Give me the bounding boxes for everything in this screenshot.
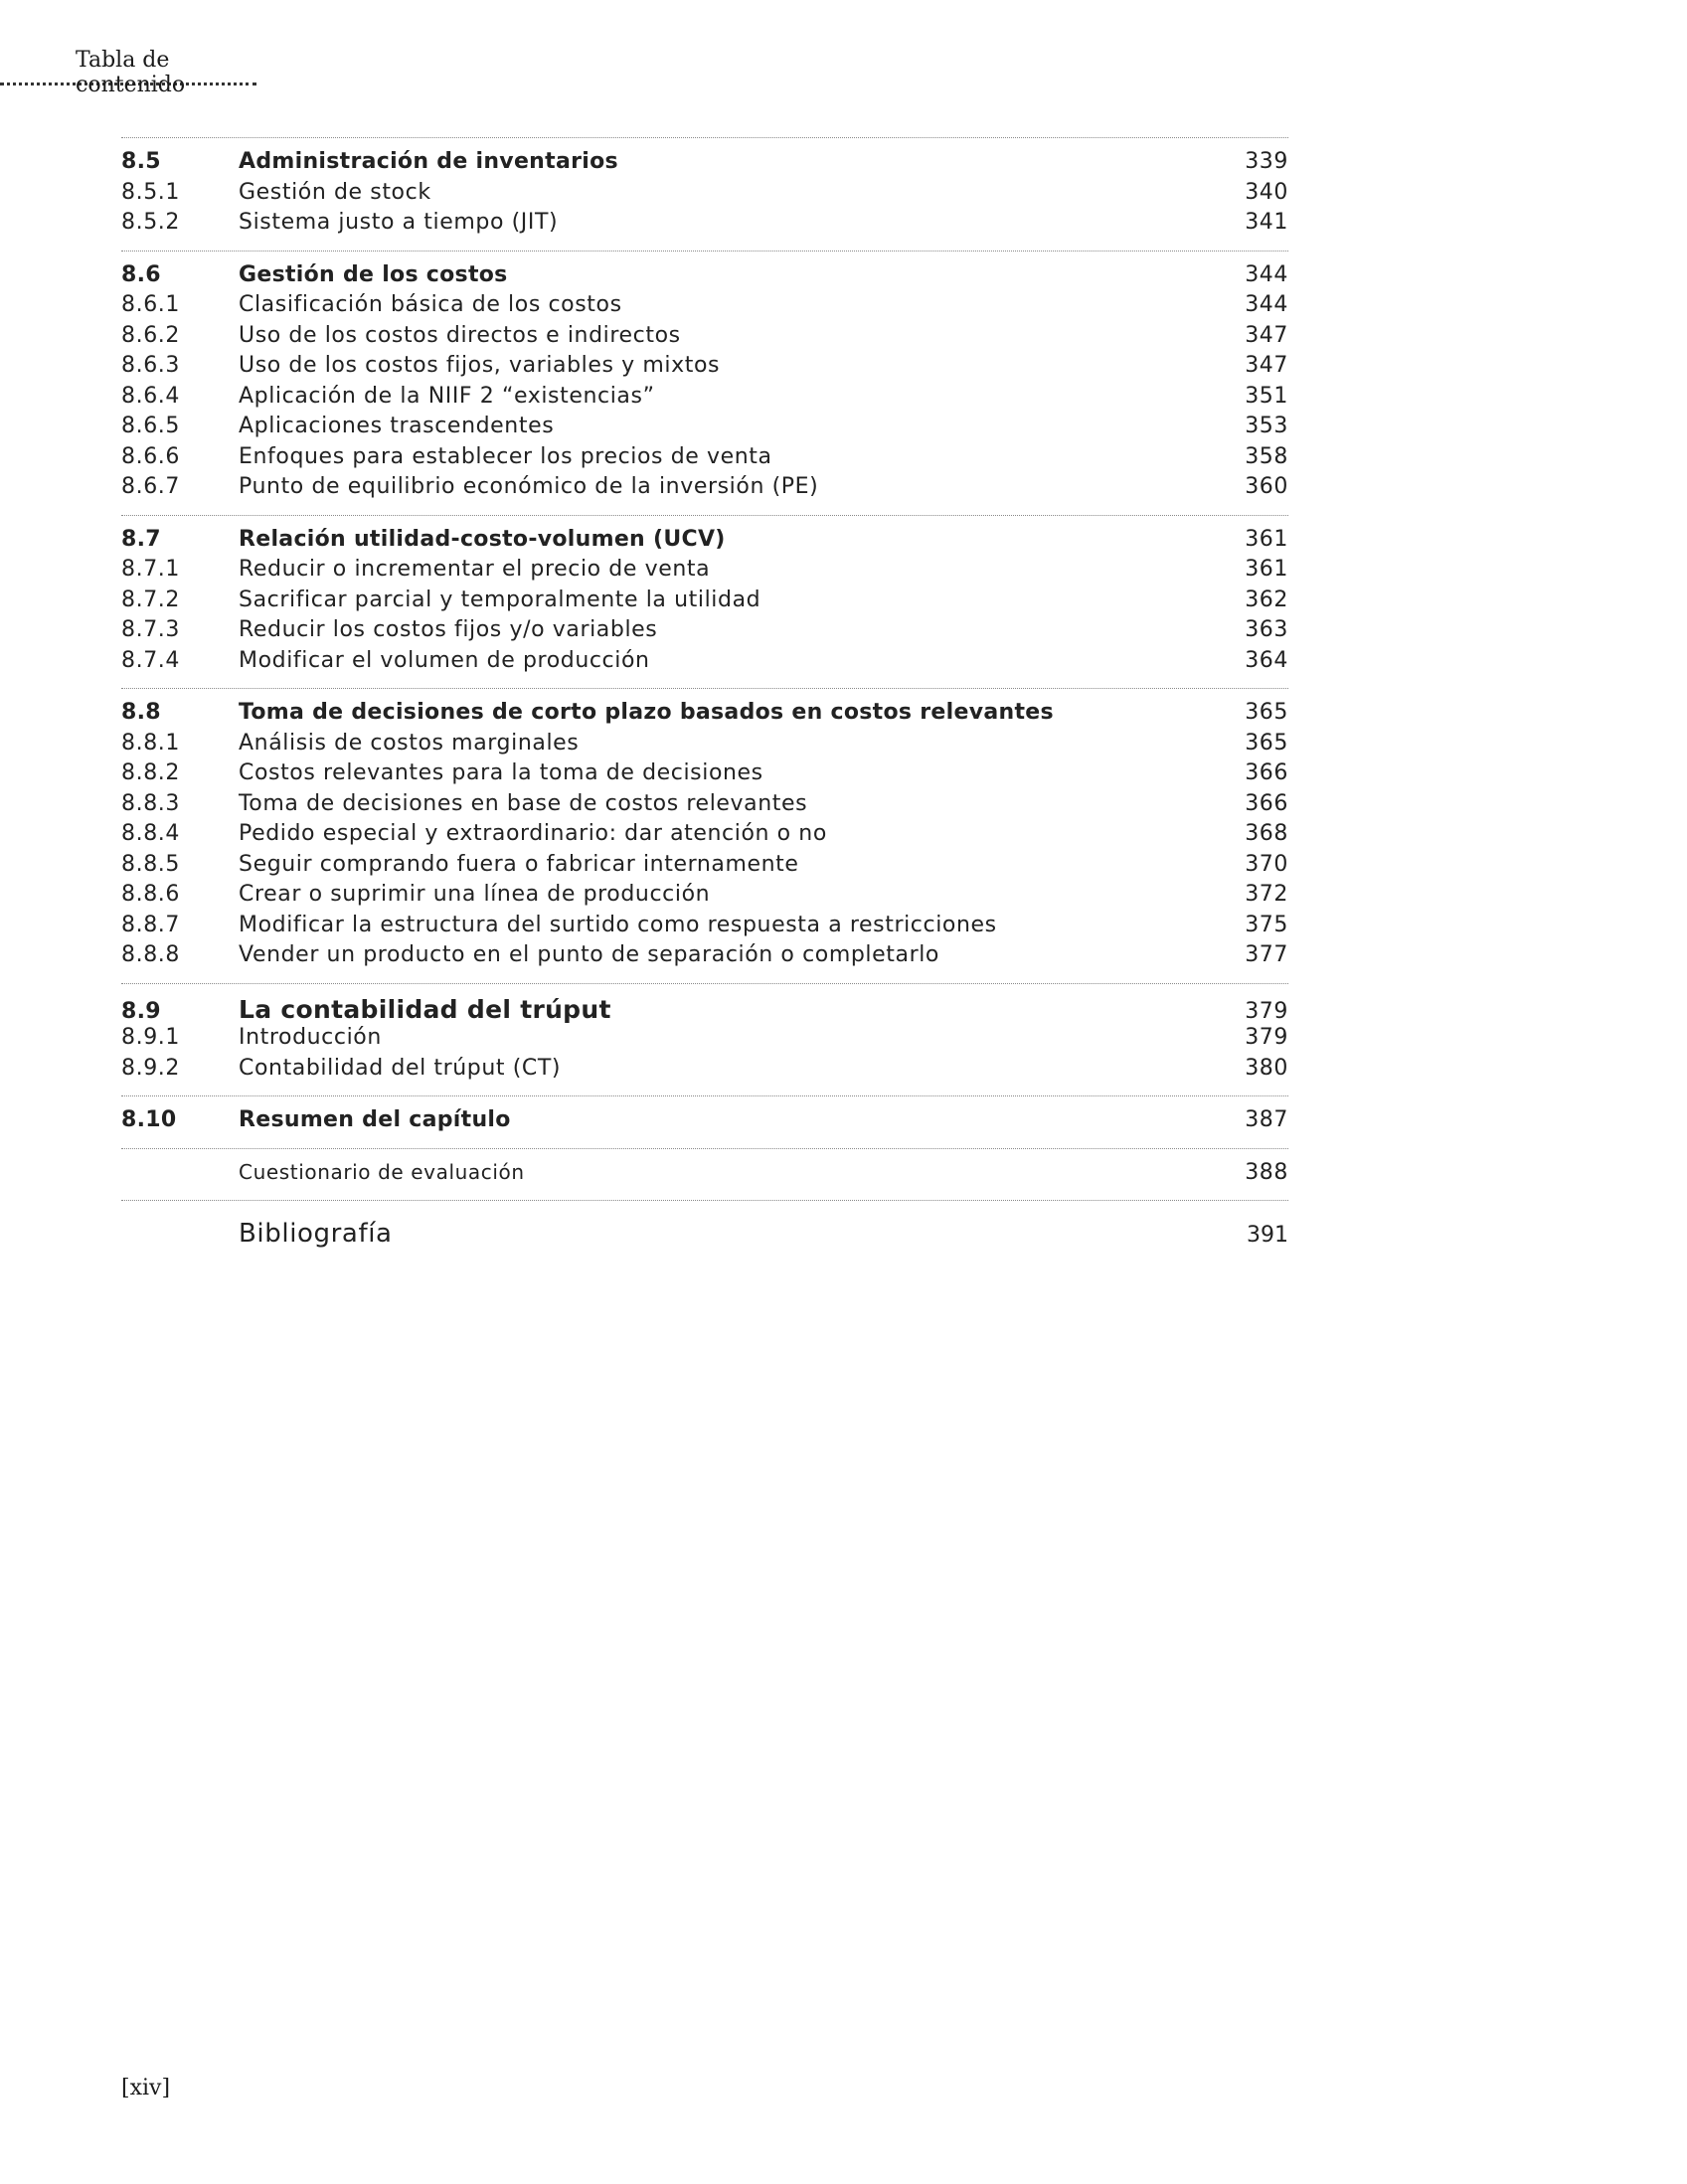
toc-entry-number: 8.8.5 bbox=[121, 851, 180, 877]
toc-entry-page: 341 bbox=[1245, 210, 1288, 235]
toc-entry-page: 372 bbox=[1245, 882, 1288, 907]
toc-entry-title: Administración de inventarios bbox=[239, 149, 618, 174]
toc-entry-number: 8.8 bbox=[121, 700, 161, 725]
toc-entry-number: 8.10 bbox=[121, 1107, 177, 1132]
toc-entry-page: 358 bbox=[1245, 443, 1288, 469]
toc-entry-bibliography[interactable] bbox=[121, 1219, 1288, 1249]
toc-entry-title: Pedido especial y extraordinario: dar atención o no bbox=[239, 821, 827, 846]
toc-entry-title: Vender un producto en el punto de separación o completarlo bbox=[239, 942, 939, 967]
toc-entry-number: 8.7.4 bbox=[121, 647, 180, 673]
toc-entry-title: Aplicación de la NIIF 2 “existencias” bbox=[239, 383, 655, 409]
toc-entry[interactable] bbox=[121, 557, 1288, 588]
toc-entry[interactable] bbox=[121, 913, 1288, 943]
toc-entry-title: Toma de decisiones en base de costos relevantes bbox=[239, 790, 808, 816]
toc-entry[interactable] bbox=[121, 262, 1288, 293]
toc-entry-title: Gestión de stock bbox=[239, 179, 431, 205]
toc-entry-number: 8.6.1 bbox=[121, 292, 180, 317]
toc-entry-number: 8.5 bbox=[121, 149, 161, 174]
toc-entry-title: Clasificación básica de los costos bbox=[239, 292, 622, 317]
toc-entry-page: 360 bbox=[1245, 474, 1288, 499]
toc-entry-page: 388 bbox=[1245, 1159, 1288, 1185]
toc-section bbox=[121, 983, 1288, 1096]
toc-entry-title: La contabilidad del trúput bbox=[239, 994, 611, 1024]
toc-entry[interactable] bbox=[121, 1107, 1288, 1138]
toc-entry-number: 8.8.7 bbox=[121, 912, 180, 937]
toc-entry-page: 363 bbox=[1245, 617, 1288, 642]
toc-entry-page: 379 bbox=[1245, 998, 1288, 1024]
toc-entry-number: 8.5.2 bbox=[121, 210, 180, 235]
toc-entry-number: 8.8.4 bbox=[121, 821, 180, 846]
toc-entry-title: Sistema justo a tiempo (JIT) bbox=[239, 210, 559, 235]
toc-entry-title: Uso de los costos fijos, variables y mixtos bbox=[239, 353, 721, 378]
toc-section bbox=[121, 688, 1288, 983]
toc-section bbox=[121, 137, 1288, 251]
toc-entry-page: 347 bbox=[1245, 322, 1288, 348]
toc-entry-page: 365 bbox=[1245, 700, 1288, 725]
toc-entry[interactable] bbox=[121, 1025, 1288, 1056]
toc-section bbox=[121, 1148, 1288, 1202]
toc-entry-title: Modificar el volumen de producción bbox=[239, 647, 650, 673]
toc-entry-number: 8.7.1 bbox=[121, 557, 180, 582]
toc-entry[interactable] bbox=[121, 1056, 1288, 1087]
toc-entry-number: 8.6 bbox=[121, 261, 161, 287]
toc-entry[interactable] bbox=[121, 292, 1288, 323]
toc-entry[interactable] bbox=[121, 384, 1288, 415]
toc-entry-page: 365 bbox=[1245, 730, 1288, 756]
toc-entry[interactable] bbox=[121, 444, 1288, 475]
toc-entry-number: 8.7 bbox=[121, 526, 161, 552]
toc-section bbox=[121, 251, 1288, 515]
toc-entry-number: 8.9.1 bbox=[121, 1025, 180, 1050]
toc-entry-page: 351 bbox=[1245, 383, 1288, 409]
toc-entry-page: 377 bbox=[1245, 942, 1288, 967]
toc-entry-number: 8.8.1 bbox=[121, 730, 180, 756]
toc-entry-page: 391 bbox=[1247, 1223, 1288, 1248]
toc-entry-page: 362 bbox=[1245, 587, 1288, 612]
toc-entry[interactable] bbox=[121, 942, 1288, 973]
toc-entry-number: 8.8.8 bbox=[121, 942, 180, 967]
toc-entry-number: 8.6.3 bbox=[121, 353, 180, 378]
toc-entry-number: 8.8.6 bbox=[121, 882, 180, 907]
toc-entry-title: Relación utilidad-costo-volumen (UCV) bbox=[239, 526, 726, 552]
toc-entry[interactable] bbox=[121, 588, 1288, 618]
toc-entry-number: 8.6.4 bbox=[121, 383, 180, 409]
table-of-contents bbox=[121, 137, 1288, 1201]
toc-entry-title: Bibliografía bbox=[239, 1219, 393, 1249]
toc-entry-page: 361 bbox=[1245, 526, 1288, 552]
toc-entry-title: Costos relevantes para la toma de decisiones bbox=[239, 760, 763, 785]
toc-entry-title: Enfoques para establecer los precios de venta bbox=[239, 443, 772, 469]
toc-entry-title: Crear o suprimir una línea de producción bbox=[239, 882, 711, 907]
toc-entry[interactable] bbox=[121, 882, 1288, 913]
toc-entry[interactable] bbox=[121, 995, 1288, 1026]
toc-entry-number: 8.8.3 bbox=[121, 790, 180, 816]
toc-entry-title: Análisis de costos marginales bbox=[239, 730, 580, 756]
toc-entry[interactable] bbox=[121, 648, 1288, 679]
toc-entry-number: 8.6.6 bbox=[121, 443, 180, 469]
running-head-text: Tabla de contenido bbox=[76, 48, 186, 97]
toc-entry-number: 8.6.2 bbox=[121, 322, 180, 348]
toc-entry[interactable] bbox=[121, 821, 1288, 852]
toc-entry[interactable] bbox=[121, 414, 1288, 444]
toc-entry-page: 370 bbox=[1245, 851, 1288, 877]
toc-section bbox=[121, 1095, 1288, 1148]
toc-entry[interactable] bbox=[121, 852, 1288, 883]
toc-entry-page: 387 bbox=[1245, 1107, 1288, 1132]
toc-entry[interactable] bbox=[121, 527, 1288, 558]
toc-entry-page: 366 bbox=[1245, 790, 1288, 816]
toc-entry-number: 8.6.5 bbox=[121, 414, 180, 438]
toc-entry-title: Introducción bbox=[239, 1025, 382, 1050]
toc-entry-number: 8.8.2 bbox=[121, 760, 180, 785]
toc-entry-title: Uso de los costos directos e indirectos bbox=[239, 322, 681, 348]
toc-entry[interactable] bbox=[121, 210, 1288, 241]
toc-entry-page: 344 bbox=[1245, 292, 1288, 317]
toc-entry-title: Sacrificar parcial y temporalmente la utilidad bbox=[239, 587, 761, 612]
toc-entry-title: Modificar la estructura del surtido como respuesta a restricciones bbox=[239, 912, 997, 937]
toc-entry[interactable] bbox=[121, 700, 1288, 731]
toc-entry[interactable] bbox=[121, 149, 1288, 180]
toc-entry-number: 8.9 bbox=[121, 998, 161, 1024]
toc-entry-number: 8.6.7 bbox=[121, 474, 180, 499]
toc-entry-title: Seguir comprando fuera o fabricar internamente bbox=[239, 851, 799, 877]
toc-entry[interactable] bbox=[121, 1160, 1288, 1191]
page-number: [xiv] bbox=[121, 2076, 171, 2100]
toc-entry[interactable] bbox=[121, 731, 1288, 761]
toc-entry-title: Contabilidad del trúput (CT) bbox=[239, 1055, 562, 1081]
toc-entry-title: Aplicaciones trascendentes bbox=[239, 414, 555, 438]
toc-entry-title: Resumen del capítulo bbox=[239, 1107, 511, 1132]
toc-entry[interactable] bbox=[121, 323, 1288, 354]
toc-entry-page: 361 bbox=[1245, 557, 1288, 582]
toc-entry[interactable] bbox=[121, 474, 1288, 505]
toc-entry[interactable] bbox=[121, 180, 1288, 211]
toc-entry-title: Gestión de los costos bbox=[239, 261, 508, 287]
toc-entry-number: 8.7.3 bbox=[121, 617, 180, 642]
toc-entry-page: 379 bbox=[1245, 1025, 1288, 1050]
toc-entry[interactable] bbox=[121, 760, 1288, 791]
toc-entry[interactable] bbox=[121, 617, 1288, 648]
toc-entry-page: 339 bbox=[1245, 149, 1288, 174]
toc-entry-page: 375 bbox=[1245, 912, 1288, 937]
toc-entry-page: 380 bbox=[1245, 1055, 1288, 1081]
running-head bbox=[0, 46, 256, 97]
toc-section bbox=[121, 515, 1288, 689]
toc-entry-title: Toma de decisiones de corto plazo basados en costos relevantes bbox=[239, 700, 1054, 725]
toc-entry-number: 8.7.2 bbox=[121, 587, 180, 612]
toc-entry[interactable] bbox=[121, 353, 1288, 384]
toc-entry-page: 368 bbox=[1245, 821, 1288, 846]
toc-entry-number: 8.5.1 bbox=[121, 179, 180, 205]
toc-entry-title: Reducir los costos fijos y/o variables bbox=[239, 617, 658, 642]
toc-entry[interactable] bbox=[121, 791, 1288, 822]
toc-entry-page: 344 bbox=[1245, 261, 1288, 287]
toc-entry-title: Cuestionario de evaluación bbox=[239, 1159, 525, 1184]
toc-entry-page: 364 bbox=[1245, 647, 1288, 673]
toc-entry-title: Reducir o incrementar el precio de venta bbox=[239, 557, 711, 582]
toc-entry-page: 366 bbox=[1245, 760, 1288, 785]
toc-entry-page: 340 bbox=[1245, 179, 1288, 205]
toc-entry-title: Punto de equilibrio económico de la inversión (PE) bbox=[239, 474, 819, 499]
toc-entry-page: 353 bbox=[1245, 414, 1288, 438]
toc-entry-page: 347 bbox=[1245, 353, 1288, 378]
toc-entry-number: 8.9.2 bbox=[121, 1055, 180, 1081]
